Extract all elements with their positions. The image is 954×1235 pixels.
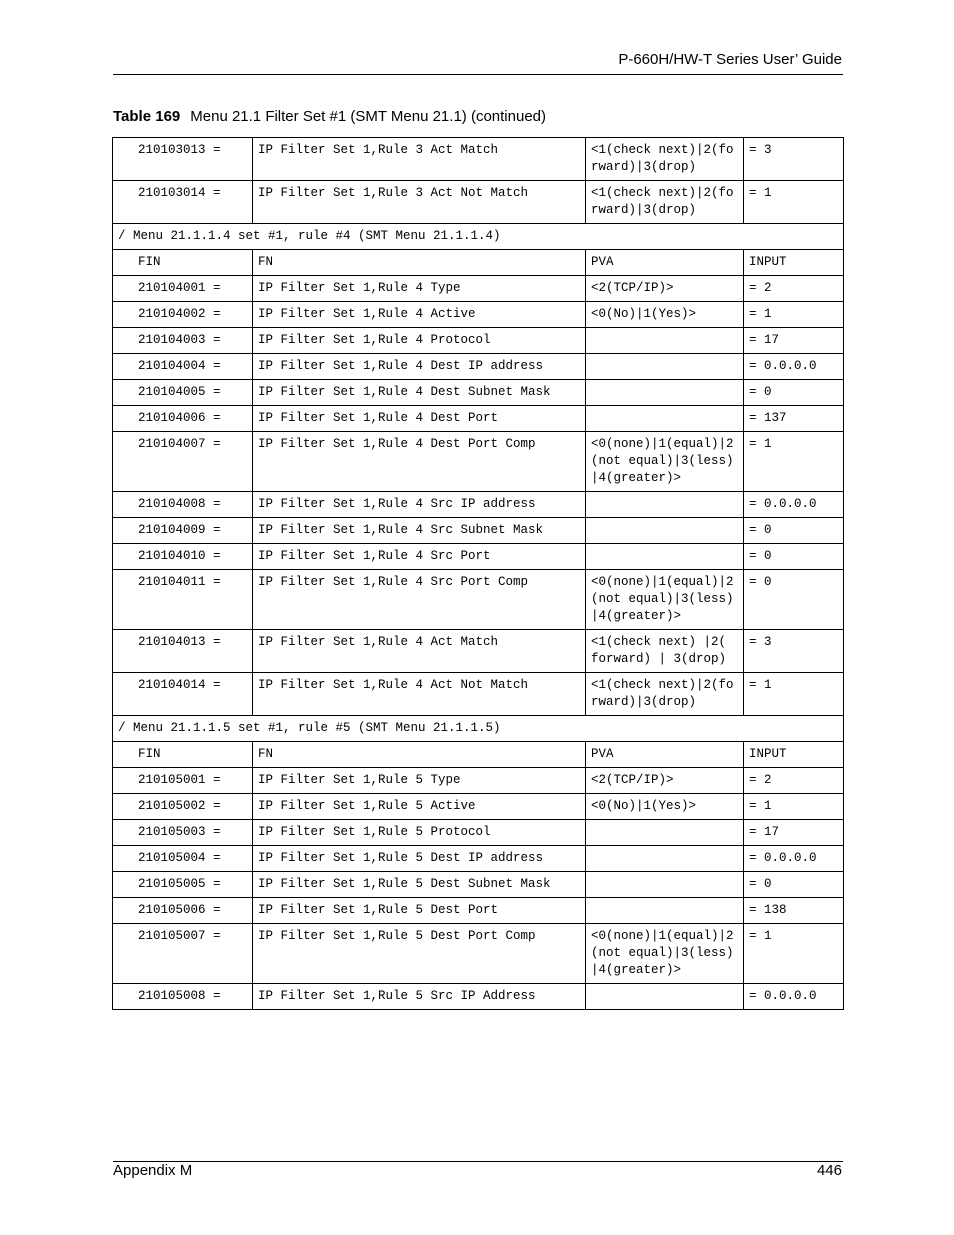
table-caption xyxy=(113,108,546,125)
table-row xyxy=(113,276,844,302)
fn-cell: IP Filter Set 1,Rule 5 Dest Port xyxy=(253,898,586,924)
fin-cell: 210104003 = xyxy=(113,328,253,354)
pva-cell xyxy=(586,872,744,898)
fin-cell: 210105005 = xyxy=(113,872,253,898)
pva-cell: PVA xyxy=(586,742,744,768)
fn-cell: IP Filter Set 1,Rule 5 Src IP Address xyxy=(253,984,586,1010)
fin-cell: 210103013 = xyxy=(113,138,253,181)
fin-cell: 210105004 = xyxy=(113,846,253,872)
fn-cell: FN xyxy=(253,742,586,768)
table-row xyxy=(113,570,844,630)
table-row xyxy=(113,328,844,354)
table-row xyxy=(113,518,844,544)
table-row xyxy=(113,492,844,518)
pva-cell xyxy=(586,354,744,380)
input-cell: = 0.0.0.0 xyxy=(744,492,844,518)
pva-cell: <1(check next)|2(forward)|3(drop) xyxy=(586,181,744,224)
section-row xyxy=(113,716,844,742)
section-row xyxy=(113,224,844,250)
fn-cell: IP Filter Set 1,Rule 4 Src IP address xyxy=(253,492,586,518)
pva-cell: <1(check next) |2( forward) | 3(drop) xyxy=(586,630,744,673)
footer-divider xyxy=(113,1161,843,1162)
fn-cell: IP Filter Set 1,Rule 4 Dest IP address xyxy=(253,354,586,380)
table-row xyxy=(113,380,844,406)
fin-cell: 210105002 = xyxy=(113,794,253,820)
table-row xyxy=(113,673,844,716)
input-cell: INPUT xyxy=(744,742,844,768)
fn-cell: IP Filter Set 1,Rule 4 Dest Port Comp xyxy=(253,432,586,492)
fn-cell: IP Filter Set 1,Rule 4 Act Match xyxy=(253,630,586,673)
table-caption-label: Table 169 xyxy=(113,108,181,125)
pva-cell xyxy=(586,406,744,432)
table-row xyxy=(113,768,844,794)
fn-cell: IP Filter Set 1,Rule 4 Active xyxy=(253,302,586,328)
filter-set-table-body xyxy=(113,138,844,1010)
pva-cell: PVA xyxy=(586,250,744,276)
filter-set-table xyxy=(112,137,844,1010)
pva-cell: <2(TCP/IP)> xyxy=(586,276,744,302)
table-row xyxy=(113,630,844,673)
pva-cell xyxy=(586,544,744,570)
fin-cell: 210105001 = xyxy=(113,768,253,794)
input-cell: = 138 xyxy=(744,898,844,924)
input-cell: = 17 xyxy=(744,328,844,354)
input-cell: = 1 xyxy=(744,924,844,984)
fn-cell: IP Filter Set 1,Rule 4 Src Subnet Mask xyxy=(253,518,586,544)
input-cell: = 1 xyxy=(744,181,844,224)
table-row xyxy=(113,250,844,276)
table-caption-text: Menu 21.1 Filter Set #1 (SMT Menu 21.1) (continued) xyxy=(190,108,546,125)
pva-cell: <0(none)|1(equal)|2(not equal)|3(less)|4(greater)> xyxy=(586,432,744,492)
running-header-title: P-660H/HW-T Series User’ Guide xyxy=(618,51,842,68)
pva-cell xyxy=(586,518,744,544)
pva-cell xyxy=(586,492,744,518)
table-row xyxy=(113,432,844,492)
table-row xyxy=(113,138,844,181)
table-row xyxy=(113,924,844,984)
input-cell: = 1 xyxy=(744,794,844,820)
pva-cell: <0(No)|1(Yes)> xyxy=(586,302,744,328)
fn-cell: IP Filter Set 1,Rule 4 Dest Subnet Mask xyxy=(253,380,586,406)
fin-cell: 210104009 = xyxy=(113,518,253,544)
fin-cell: 210104011 = xyxy=(113,570,253,630)
pva-cell xyxy=(586,898,744,924)
fin-cell: 210103014 = xyxy=(113,181,253,224)
pva-cell xyxy=(586,846,744,872)
table-row xyxy=(113,846,844,872)
pva-cell xyxy=(586,820,744,846)
pva-cell: <2(TCP/IP)> xyxy=(586,768,744,794)
input-cell: = 0 xyxy=(744,380,844,406)
fin-cell: 210105008 = xyxy=(113,984,253,1010)
table-row xyxy=(113,820,844,846)
fn-cell: IP Filter Set 1,Rule 5 Dest Subnet Mask xyxy=(253,872,586,898)
fin-cell: 210104008 = xyxy=(113,492,253,518)
input-cell: = 0.0.0.0 xyxy=(744,354,844,380)
header-divider xyxy=(113,74,843,75)
input-cell: = 17 xyxy=(744,820,844,846)
fn-cell: IP Filter Set 1,Rule 4 Type xyxy=(253,276,586,302)
table-row xyxy=(113,302,844,328)
fin-cell: 210105003 = xyxy=(113,820,253,846)
fin-cell: FIN xyxy=(113,742,253,768)
fin-cell: 210104006 = xyxy=(113,406,253,432)
fin-cell: 210104014 = xyxy=(113,673,253,716)
input-cell: = 0 xyxy=(744,872,844,898)
fin-cell: 210104004 = xyxy=(113,354,253,380)
input-cell: = 1 xyxy=(744,302,844,328)
fin-cell: 210104005 = xyxy=(113,380,253,406)
fn-cell: FN xyxy=(253,250,586,276)
input-cell: INPUT xyxy=(744,250,844,276)
input-cell: = 0.0.0.0 xyxy=(744,984,844,1010)
section-heading-cell: / Menu 21.1.1.4 set #1, rule #4 (SMT Menu 21.1.1.4) xyxy=(113,224,844,250)
input-cell: = 2 xyxy=(744,768,844,794)
page-number: 446 xyxy=(816,1162,842,1179)
fin-cell: 210104001 = xyxy=(113,276,253,302)
fin-cell: 210104002 = xyxy=(113,302,253,328)
fn-cell: IP Filter Set 1,Rule 4 Dest Port xyxy=(253,406,586,432)
pva-cell xyxy=(586,328,744,354)
table-row xyxy=(113,742,844,768)
section-heading-cell: / Menu 21.1.1.5 set #1, rule #5 (SMT Menu 21.1.1.5) xyxy=(113,716,844,742)
fn-cell: IP Filter Set 1,Rule 5 Active xyxy=(253,794,586,820)
input-cell: = 0 xyxy=(744,544,844,570)
input-cell: = 0 xyxy=(744,570,844,630)
fn-cell: IP Filter Set 1,Rule 5 Dest IP address xyxy=(253,846,586,872)
input-cell: = 0 xyxy=(744,518,844,544)
table-row xyxy=(113,794,844,820)
pva-cell xyxy=(586,380,744,406)
fin-cell: 210104013 = xyxy=(113,630,253,673)
fin-cell: 210105006 = xyxy=(113,898,253,924)
table-row xyxy=(113,181,844,224)
table-row xyxy=(113,354,844,380)
input-cell: = 137 xyxy=(744,406,844,432)
table-row xyxy=(113,872,844,898)
pva-cell: <1(check next)|2(forward)|3(drop) xyxy=(586,138,744,181)
pva-cell: <0(No)|1(Yes)> xyxy=(586,794,744,820)
pva-cell: <1(check next)|2(forward)|3(drop) xyxy=(586,673,744,716)
table-row xyxy=(113,406,844,432)
input-cell: = 1 xyxy=(744,673,844,716)
fn-cell: IP Filter Set 1,Rule 4 Act Not Match xyxy=(253,673,586,716)
fin-cell: FIN xyxy=(113,250,253,276)
footer-section-label: Appendix M xyxy=(113,1162,193,1179)
table-row xyxy=(113,898,844,924)
input-cell: = 0.0.0.0 xyxy=(744,846,844,872)
table-row xyxy=(113,544,844,570)
table-row xyxy=(113,984,844,1010)
input-cell: = 2 xyxy=(744,276,844,302)
fn-cell: IP Filter Set 1,Rule 5 Type xyxy=(253,768,586,794)
fin-cell: 210104007 = xyxy=(113,432,253,492)
fn-cell: IP Filter Set 1,Rule 5 Dest Port Comp xyxy=(253,924,586,984)
pva-cell: <0(none)|1(equal)|2(not equal)|3(less)|4(greater)> xyxy=(586,570,744,630)
pva-cell xyxy=(586,984,744,1010)
input-cell: = 3 xyxy=(744,630,844,673)
pva-cell: <0(none)|1(equal)|2(not equal)|3(less)|4(greater)> xyxy=(586,924,744,984)
fin-cell: 210105007 = xyxy=(113,924,253,984)
fin-cell: 210104010 = xyxy=(113,544,253,570)
fn-cell: IP Filter Set 1,Rule 4 Src Port Comp xyxy=(253,570,586,630)
input-cell: = 1 xyxy=(744,432,844,492)
fn-cell: IP Filter Set 1,Rule 3 Act Not Match xyxy=(253,181,586,224)
fn-cell: IP Filter Set 1,Rule 4 Protocol xyxy=(253,328,586,354)
input-cell: = 3 xyxy=(744,138,844,181)
fn-cell: IP Filter Set 1,Rule 5 Protocol xyxy=(253,820,586,846)
fn-cell: IP Filter Set 1,Rule 3 Act Match xyxy=(253,138,586,181)
fn-cell: IP Filter Set 1,Rule 4 Src Port xyxy=(253,544,586,570)
